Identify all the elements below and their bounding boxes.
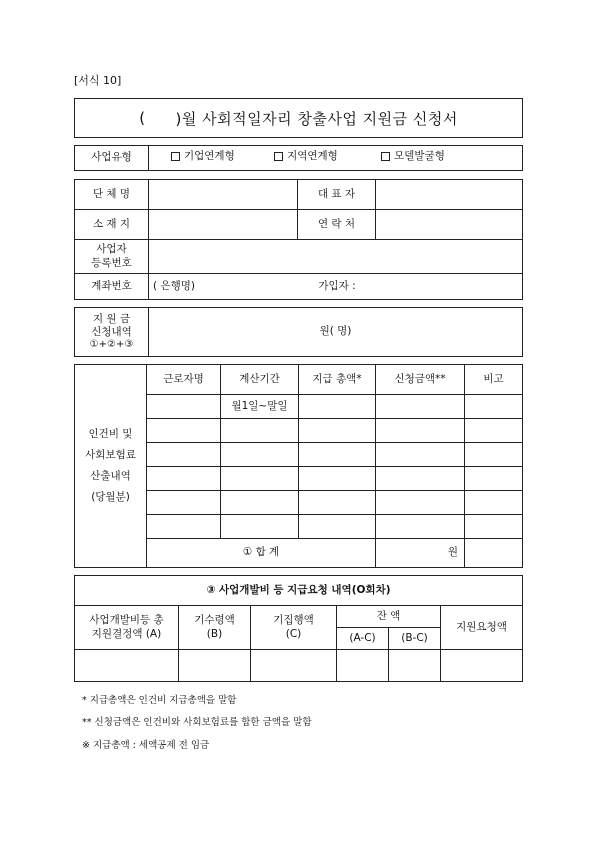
header-requested: 신청금액** xyxy=(376,365,465,395)
option-label: 모델발굴형 xyxy=(394,150,445,163)
labor-side-label-line4: (당월분) xyxy=(91,491,130,503)
checkbox-icon[interactable] xyxy=(381,152,390,161)
table-cell[interactable] xyxy=(179,650,251,682)
dev-header-received-line2: (B) xyxy=(206,627,223,640)
dev-header-spent-line2: (C) xyxy=(285,627,302,640)
account-field[interactable] xyxy=(149,274,523,300)
business-type-label: 사업유형 xyxy=(75,146,149,171)
table-cell[interactable] xyxy=(147,467,221,491)
option-model[interactable] xyxy=(381,150,445,163)
dev-header-spent xyxy=(251,606,337,650)
table-cell[interactable] xyxy=(337,650,389,682)
support-label-line1: 지 원 금 xyxy=(92,312,131,325)
title-month-paren: ( xyxy=(139,109,146,127)
labor-side-label-line1: 인건비 및 xyxy=(88,428,133,440)
footnote-total: * 지급총액은 인건비 지급총액을 말함 xyxy=(82,695,237,706)
header-period: 계산기간 xyxy=(221,365,299,395)
form-title xyxy=(74,98,523,138)
table-cell[interactable] xyxy=(376,443,465,467)
period-sample[interactable]: 월1일~말일 xyxy=(221,395,299,419)
table-cell[interactable] xyxy=(147,419,221,443)
address-label: 소 재 지 xyxy=(75,210,149,240)
support-label-line2: 신청내역 xyxy=(91,325,132,338)
total-unit[interactable]: 원 xyxy=(376,539,465,568)
table-cell[interactable] xyxy=(147,491,221,515)
option-label: 기업연계형 xyxy=(184,150,235,163)
labor-side-label xyxy=(75,365,147,568)
header-remarks: 비고 xyxy=(465,365,523,395)
dev-header-balance: 잔 액 xyxy=(337,606,441,628)
dev-header-received xyxy=(179,606,251,650)
table-cell[interactable] xyxy=(376,515,465,539)
option-corporate[interactable] xyxy=(171,150,235,163)
table-cell[interactable] xyxy=(376,467,465,491)
table-cell[interactable] xyxy=(465,491,523,515)
account-holder-label: 가입자 : xyxy=(318,279,356,292)
table-cell[interactable] xyxy=(376,491,465,515)
dev-header-received-line1: 기수령액 xyxy=(194,614,235,627)
registration-label-line2: 등록번호 xyxy=(91,256,132,269)
development-cost-title: ③ 사업개발비 등 지급요청 내역(O회차) xyxy=(75,576,523,606)
table-cell[interactable] xyxy=(221,443,299,467)
address-field[interactable] xyxy=(149,210,298,240)
header-total-paid: 지급 총액* xyxy=(299,365,376,395)
business-type-table xyxy=(74,145,523,171)
table-cell[interactable] xyxy=(299,443,376,467)
table-cell[interactable] xyxy=(221,419,299,443)
table-cell[interactable] xyxy=(147,515,221,539)
dev-header-b-c: (B-C) xyxy=(389,628,441,650)
table-cell[interactable] xyxy=(221,467,299,491)
labor-side-label-line3: 산출내역 xyxy=(90,470,131,482)
table-cell[interactable] xyxy=(221,515,299,539)
table-cell[interactable] xyxy=(147,395,221,419)
table-cell[interactable] xyxy=(465,443,523,467)
table-cell[interactable] xyxy=(299,491,376,515)
org-name-field[interactable] xyxy=(149,180,298,210)
registration-label xyxy=(75,240,149,274)
table-cell[interactable] xyxy=(221,491,299,515)
total-remarks[interactable] xyxy=(465,539,523,568)
dev-header-total xyxy=(75,606,179,650)
labor-cost-table xyxy=(74,364,523,568)
title-text: )월 사회적일자리 창출사업 지원금 신청서 xyxy=(175,109,458,128)
dev-header-a-c: (A-C) xyxy=(337,628,389,650)
support-amount-field[interactable] xyxy=(149,308,523,357)
table-cell[interactable] xyxy=(376,419,465,443)
table-cell[interactable] xyxy=(465,467,523,491)
table-cell[interactable] xyxy=(299,395,376,419)
dev-header-total-line2: 지원결정액 (A) xyxy=(91,627,162,640)
footnote-wage: ※ 지급총액 : 세액공제 전 임금 xyxy=(82,740,210,751)
development-cost-table xyxy=(74,575,523,682)
dev-header-spent-line1: 기집행액 xyxy=(273,614,314,627)
option-regional[interactable] xyxy=(274,150,338,163)
checkbox-icon[interactable] xyxy=(274,152,283,161)
table-cell[interactable] xyxy=(465,419,523,443)
support-label-line3: ①+②+③ xyxy=(89,338,134,350)
dev-header-request: 지원요청액 xyxy=(441,606,523,650)
table-cell[interactable] xyxy=(299,515,376,539)
total-label: ① 합 계 xyxy=(147,539,376,568)
labor-side-label-line2: 사회보험료 xyxy=(85,449,136,461)
support-amount-text: 원( 명) xyxy=(319,325,352,338)
support-label xyxy=(75,308,149,357)
table-cell[interactable] xyxy=(376,395,465,419)
form-number: [서식 10] xyxy=(74,74,122,87)
bank-name-field: ( 은행명) xyxy=(153,279,195,292)
header-worker-name: 근로자명 xyxy=(147,365,221,395)
org-name-label: 단 체 명 xyxy=(75,180,149,210)
table-cell[interactable] xyxy=(465,515,523,539)
table-row xyxy=(75,650,523,682)
table-cell[interactable] xyxy=(299,467,376,491)
dev-header-total-line1: 사업개발비등 총 xyxy=(89,614,164,627)
business-type-options xyxy=(149,146,523,171)
table-cell[interactable] xyxy=(251,650,337,682)
table-cell[interactable] xyxy=(465,395,523,419)
representative-label: 대 표 자 xyxy=(298,180,376,210)
table-cell[interactable] xyxy=(147,443,221,467)
table-cell[interactable] xyxy=(299,419,376,443)
table-cell[interactable] xyxy=(389,650,441,682)
account-label: 계좌번호 xyxy=(75,274,149,300)
contact-label: 연 락 처 xyxy=(298,210,376,240)
table-cell[interactable] xyxy=(441,650,523,682)
organization-table xyxy=(74,179,523,300)
representative-field[interactable] xyxy=(376,180,523,210)
checkbox-icon[interactable] xyxy=(171,152,180,161)
contact-field[interactable] xyxy=(376,210,523,240)
option-label: 지역연계형 xyxy=(287,150,338,163)
footnote-request: ** 신청금액은 인건비와 사회보험료를 합한 금액을 말함 xyxy=(82,717,312,728)
support-table xyxy=(74,307,523,357)
registration-field[interactable] xyxy=(149,240,523,274)
table-cell[interactable] xyxy=(75,650,179,682)
registration-label-line1: 사업자 xyxy=(96,243,127,256)
